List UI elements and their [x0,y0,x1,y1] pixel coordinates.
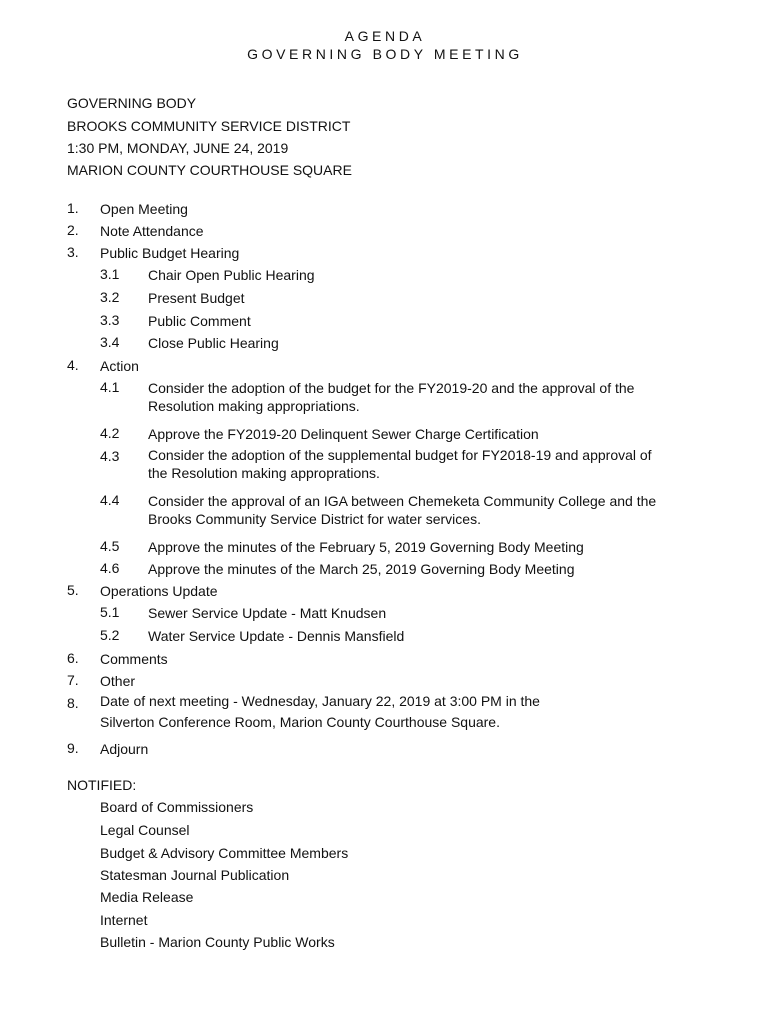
item-text: Note Attendance [100,223,204,239]
item-number: 4. [67,357,79,373]
subitem-number: 3.4 [100,334,120,350]
item-number: 2. [67,222,79,238]
subitem-text: Present Budget [148,290,245,306]
item-text: Operations Update [100,583,218,599]
item-number: 9. [67,740,79,756]
subitem-number: 3.2 [100,289,120,305]
document-subtitle: GOVERNING BODY MEETING [247,46,523,62]
subitem-text: Approve the minutes of the February 5, 2019 Governing Body Meeting [148,539,584,555]
subitem-text: Water Service Update - Dennis Mansfield [148,628,405,644]
item-text: Public Budget Hearing [100,245,240,261]
subitem-text: Consider the adoption of the budget for the FY2019-20 and the approval of the Resolution making appropriations. [148,380,635,414]
subitem-text: Sewer Service Update - Matt Knudsen [148,605,387,621]
subitem-number: 5.1 [100,604,120,620]
item-number: 7. [67,672,79,688]
notified-item: Board of Commissioners [100,799,254,815]
subitem-text: Close Public Hearing [148,335,279,351]
subitem-number: 5.2 [100,627,120,643]
subitem-number: 4.3 [100,448,120,464]
subitem-number: 3.1 [100,266,120,282]
item-text: Comments [100,651,168,667]
subitem-text: Consider the approval of an IGA between Chemeketa Community College and the Brooks Community Service District for water services. [148,493,657,527]
item-number: 3. [67,244,79,260]
subitem-number: 4.6 [100,560,120,576]
notified-item: Bulletin - Marion County Public Works [100,934,335,950]
notified-item: Internet [100,912,148,928]
header-district: BROOKS COMMUNITY SERVICE DISTRICT [67,118,351,134]
notified-item: Budget & Advisory Committee Members [100,845,349,861]
header-location: MARION COUNTY COURTHOUSE SQUARE [67,162,352,178]
item-number: 8. [67,695,79,711]
item-text: Action [100,358,139,374]
subitem-number: 4.4 [100,492,120,508]
item-text: Other [100,673,136,689]
item-text: Open Meeting [100,201,188,217]
item-text-line2: Silverton Conference Room, Marion County Courthouse Square. [100,714,500,730]
item-text-line1: Date of next meeting - Wednesday, January 22, 2019 at 3:00 PM in the [100,693,540,709]
item-number: 6. [67,650,79,666]
notified-item: Statesman Journal Publication [100,867,290,883]
notified-heading: NOTIFIED: [67,777,137,793]
subitem-number: 3.3 [100,312,120,328]
subitem-number: 4.2 [100,425,120,441]
subitem-text: Approve the minutes of the March 25, 2019 Governing Body Meeting [148,561,575,577]
subitem-number: 4.5 [100,538,120,554]
document-title: AGENDA [344,28,426,44]
item-number: 5. [67,582,79,598]
header-body: GOVERNING BODY [67,95,197,111]
item-number: 1. [67,200,79,216]
subitem-text: Consider the adoption of the supplemental budget for FY2018-19 and approval of the Resolution making approprations. [148,447,652,481]
header-datetime: 1:30 PM, MONDAY, JUNE 24, 2019 [67,140,289,156]
subitem-text: Approve the FY2019-20 Delinquent Sewer Charge Certification [148,426,539,442]
notified-item: Legal Counsel [100,822,190,838]
item-text: Adjourn [100,741,149,757]
notified-item: Media Release [100,889,194,905]
subitem-number: 4.1 [100,379,120,395]
subitem-text: Public Comment [148,313,251,329]
subitem-text: Chair Open Public Hearing [148,267,315,283]
